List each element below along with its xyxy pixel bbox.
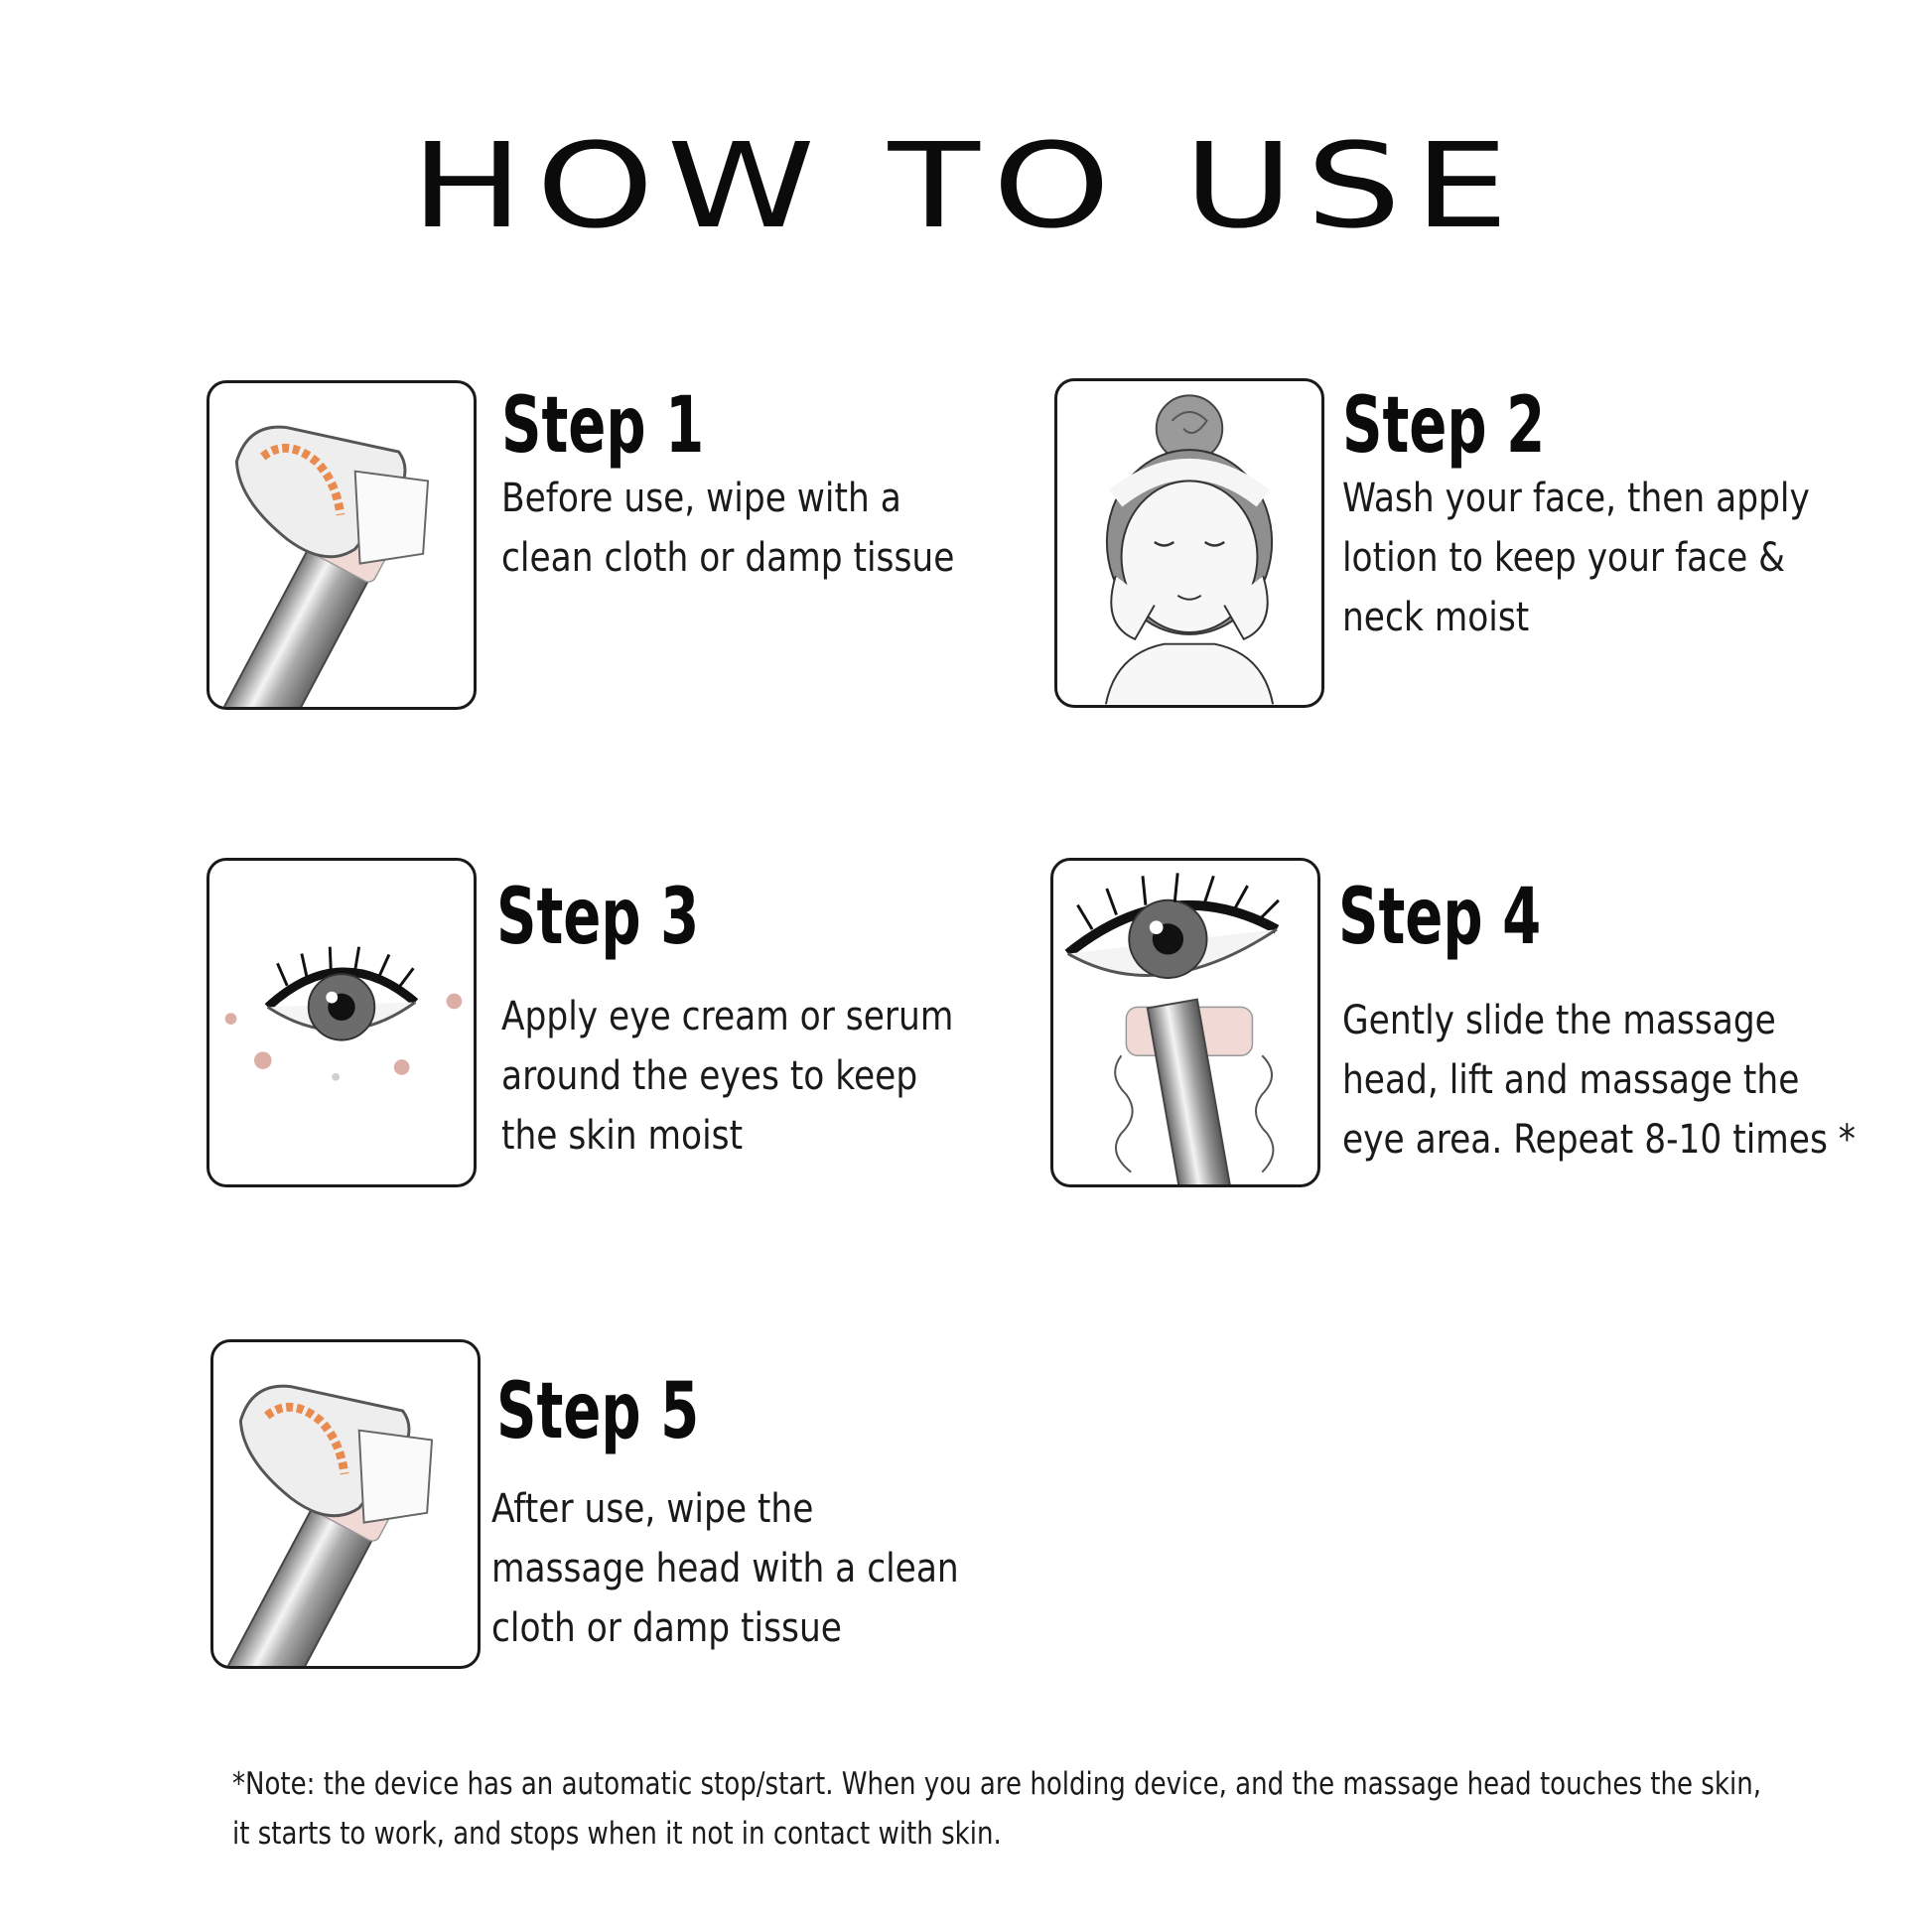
- step-1-heading: Step 1: [501, 381, 705, 471]
- step-2-line: lotion to keep your face &: [1342, 535, 1786, 581]
- step-5-text: [491, 1479, 959, 1658]
- eye-cream-icon: [209, 861, 474, 1184]
- footnote: [232, 1759, 1761, 1859]
- step-5-image: [210, 1339, 481, 1669]
- step-5-line: massage head with a clean: [491, 1546, 959, 1591]
- step-1-image: [207, 380, 477, 710]
- step-2-heading: Step 2: [1342, 381, 1546, 471]
- eye-massage-icon: [1053, 861, 1317, 1184]
- step-4-image: [1050, 858, 1320, 1187]
- step-4-heading: Step 4: [1338, 873, 1542, 962]
- step-1-text: [501, 469, 954, 588]
- step-2-image: [1054, 378, 1324, 708]
- step-3-line: around the eyes to keep: [501, 1053, 918, 1099]
- step-5-line: After use, wipe the: [491, 1486, 814, 1532]
- step-2-text: [1342, 469, 1810, 647]
- step-1-line: Before use, wipe with a: [501, 476, 901, 521]
- wipe-device-icon: [213, 1342, 478, 1666]
- step-3-line: the skin moist: [501, 1113, 744, 1159]
- step-4-line: head, lift and massage the: [1342, 1057, 1800, 1103]
- footnote-line: it starts to work, and stops when it not in contact with skin.: [232, 1816, 1002, 1852]
- wash-face-icon: [1057, 381, 1321, 705]
- step-3-line: Apply eye cream or serum: [501, 994, 954, 1039]
- step-2-line: Wash your face, then apply: [1342, 476, 1810, 521]
- step-4-line: eye area. Repeat 8-10 times *: [1342, 1117, 1857, 1163]
- step-2-line: neck moist: [1342, 595, 1530, 640]
- step-3-image: [207, 858, 477, 1187]
- step-5-heading: Step 5: [496, 1367, 700, 1456]
- step-4-text: [1342, 991, 1856, 1170]
- page-title: HOW TO USE: [410, 117, 1522, 254]
- footnote-line: *Note: the device has an automatic stop/start. When you are holding device, and the massage head touches the skin,: [232, 1766, 1761, 1802]
- step-1-line: clean cloth or damp tissue: [501, 535, 955, 581]
- step-5-line: cloth or damp tissue: [491, 1605, 842, 1651]
- wipe-device-icon: [209, 383, 474, 707]
- step-4-line: Gently slide the massage: [1342, 998, 1776, 1043]
- step-3-text: [501, 987, 953, 1166]
- step-3-heading: Step 3: [496, 873, 700, 962]
